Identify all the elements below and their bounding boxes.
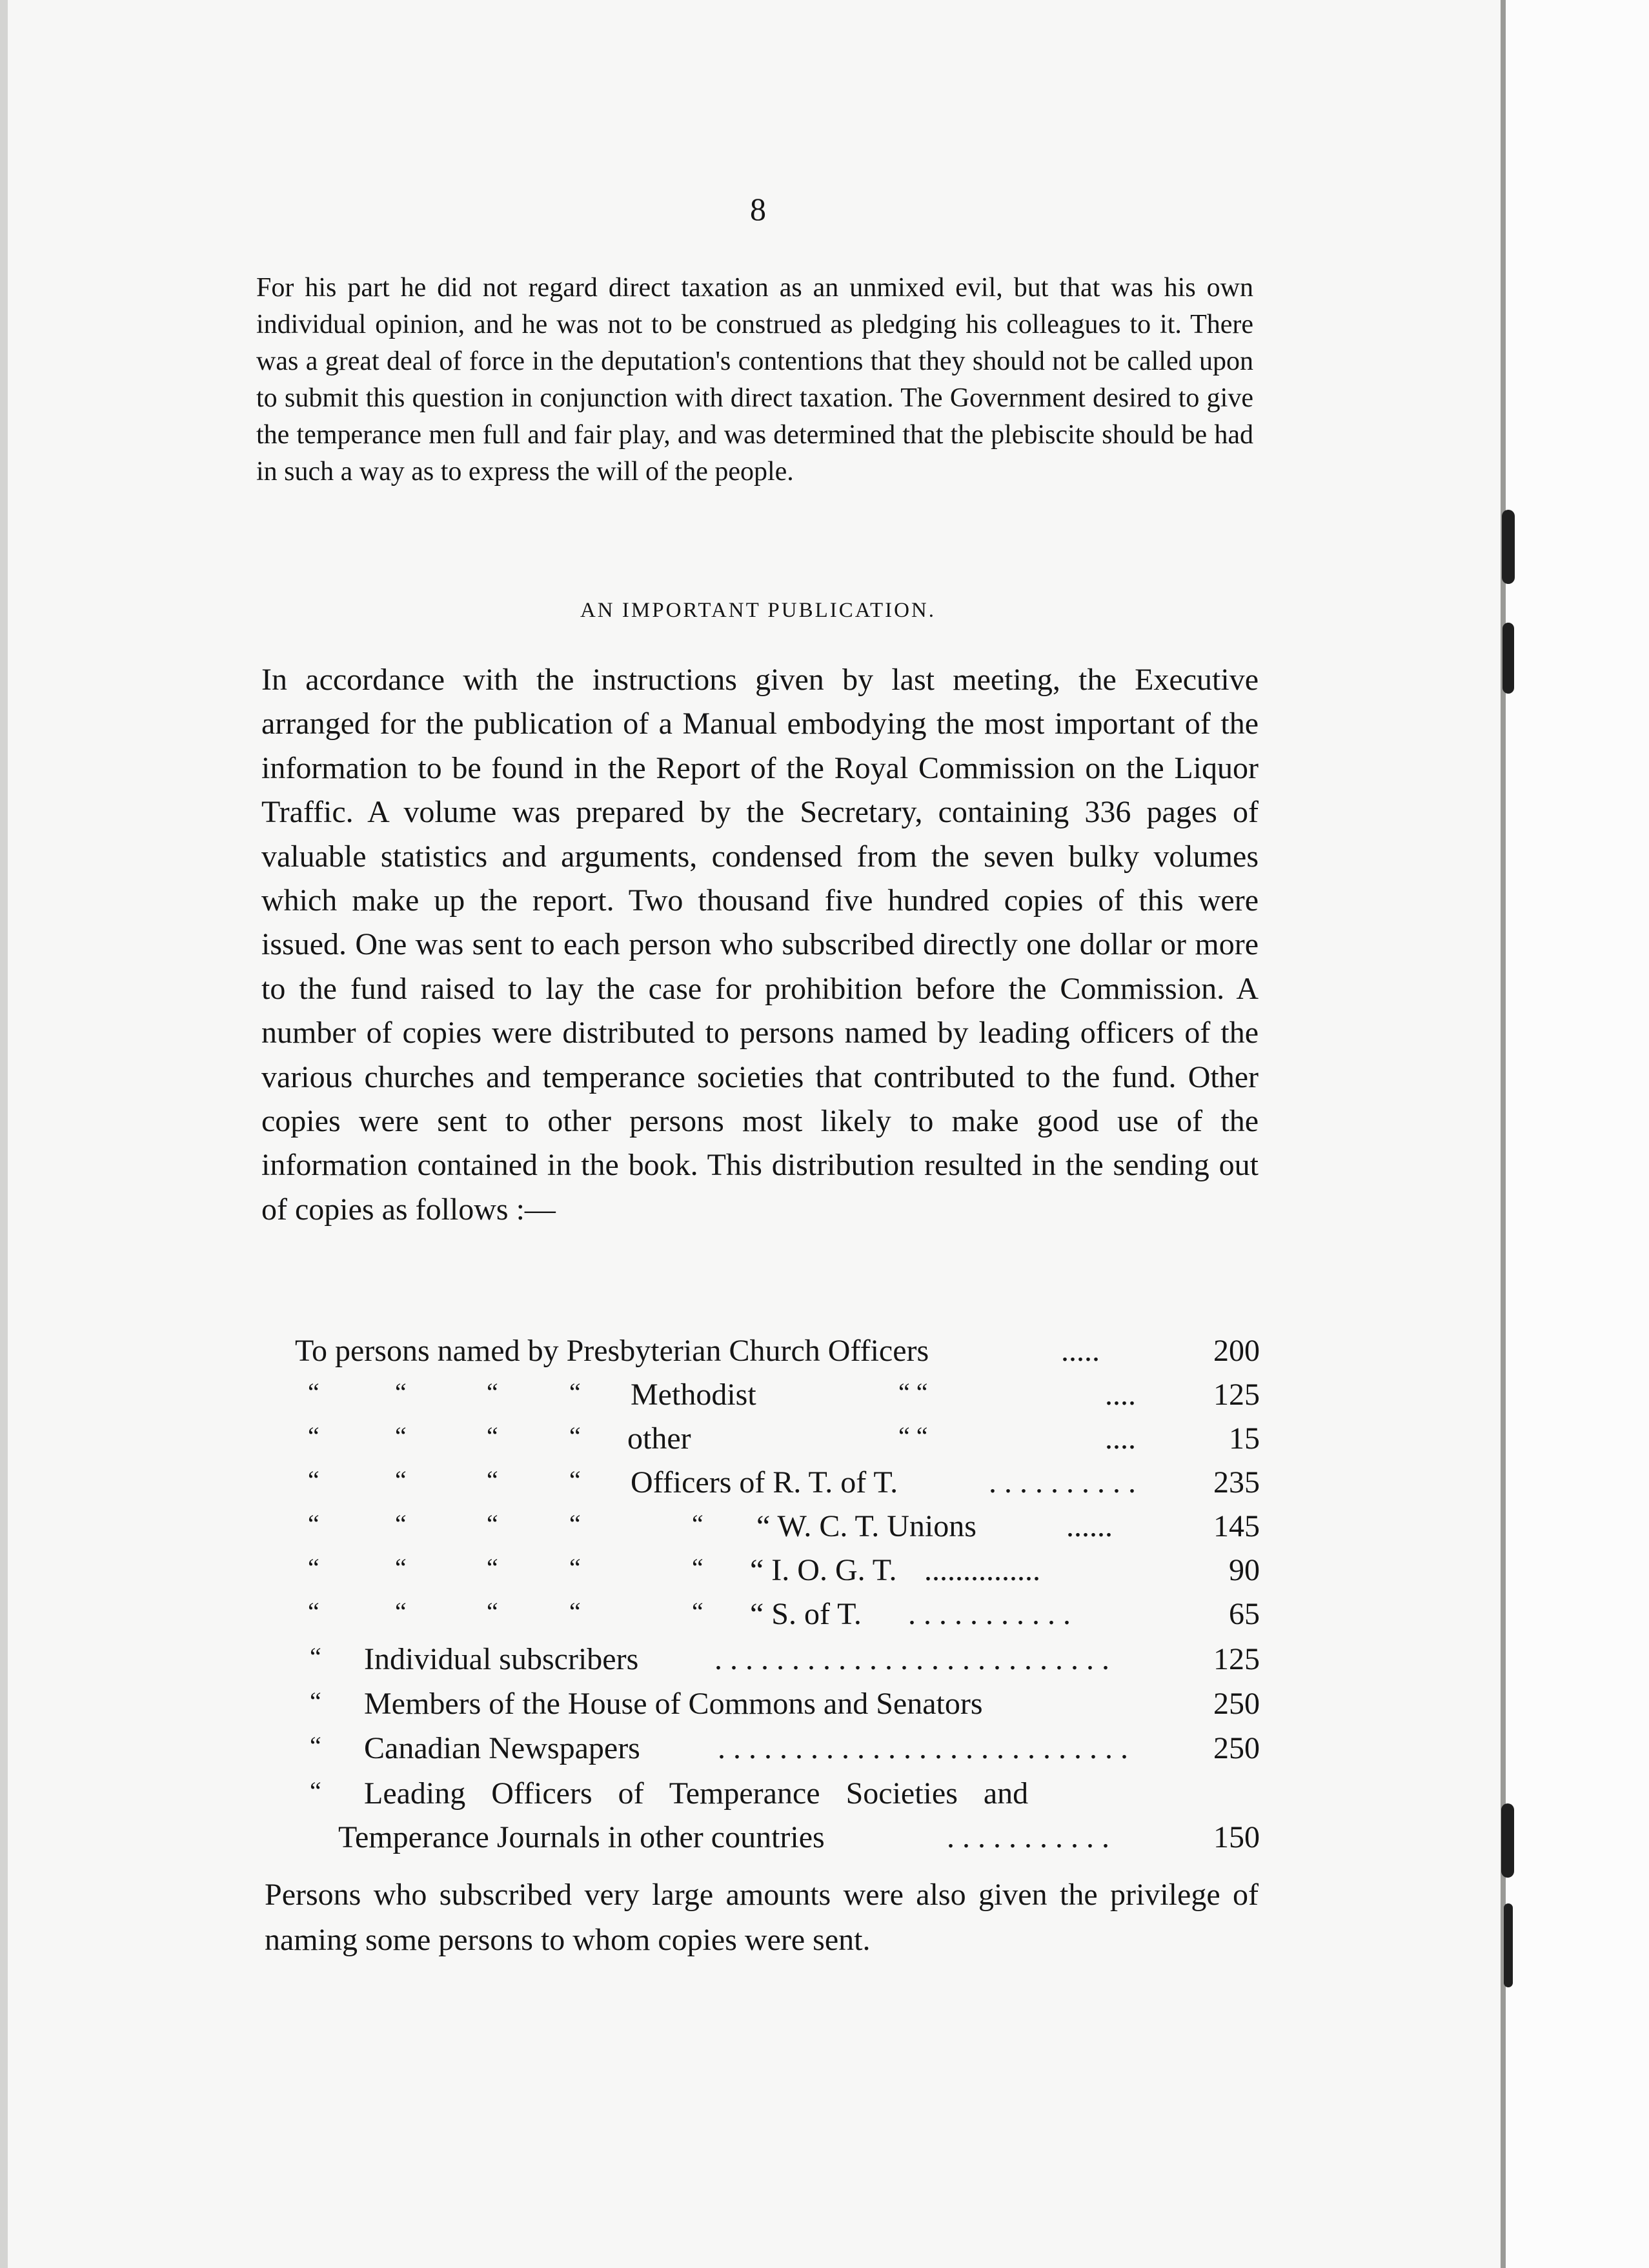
row-leader: . . . . . . . . . .	[989, 1465, 1136, 1500]
row-label: Methodist	[631, 1378, 756, 1412]
ditto-mark: “	[395, 1421, 407, 1450]
ditto-mark: “	[569, 1597, 581, 1626]
row-label: “ I. O. G. T.	[750, 1553, 897, 1587]
row-leader: ....	[1105, 1421, 1136, 1456]
distribution-row	[8, 1641, 1508, 1685]
page-number: 8	[750, 191, 766, 227]
scan-margin	[1506, 0, 1649, 2268]
ditto-mark: “	[310, 1642, 321, 1671]
distribution-row	[8, 1820, 1508, 1863]
paragraph-direct-taxation: For his part he did not regard direct taxation as an unmixed evil, but that was his own individual opinion, and he was not to be construed as pledging his colleagues to it. There was a great deal of force in the deputation's contentions that they should not be called upon to submit this question in conjunction with direct taxation. The Government desired to give the temperance men full and fair play, and was determined that the plebiscite should be had in such a way as to express the will of the people.	[256, 273, 1253, 487]
row-leader: ....	[1105, 1378, 1136, 1412]
row-label: “ W. C. T. Unions	[756, 1509, 976, 1543]
row-value: 65	[1229, 1597, 1260, 1631]
row-label: Officers of R. T. of T.	[631, 1465, 898, 1500]
row-value: 125	[1213, 1378, 1260, 1412]
row-label: Leading Officers of Temperance Societies and	[364, 1776, 1029, 1811]
row-label: Canadian Newspapers	[364, 1731, 640, 1765]
row-label: Members of the House of Commons and Senators	[364, 1687, 983, 1721]
row-value: 235	[1213, 1465, 1260, 1500]
ditto-mark: “	[487, 1509, 498, 1538]
row-label: Individual subscribers	[364, 1642, 639, 1676]
binding-clip-mark	[1502, 510, 1515, 584]
row-leader: . . . . . . . . . . . . . . . . . . . . . . . . . . .	[718, 1731, 1128, 1765]
ditto-mark: “	[395, 1597, 407, 1626]
row-leader: .....	[1061, 1334, 1100, 1368]
ditto-mark: “	[395, 1509, 407, 1538]
distribution-row	[8, 1552, 1508, 1596]
ditto-mark: “	[487, 1465, 498, 1494]
distribution-row	[8, 1596, 1508, 1640]
ditto-mark: “	[569, 1465, 581, 1494]
ditto-mark: “	[310, 1776, 321, 1805]
ditto-mark: “	[569, 1421, 581, 1450]
ditto-mark: “	[487, 1553, 498, 1582]
row-leader: . . . . . . . . . . . . . . . . . . . . . . . . . .	[714, 1642, 1109, 1676]
ditto-mark: “	[569, 1509, 581, 1538]
ditto-mark: “	[308, 1465, 319, 1494]
distribution-row	[8, 1465, 1508, 1509]
distribution-row	[8, 1686, 1508, 1730]
row-value: 145	[1213, 1509, 1260, 1543]
row-leader: ......	[1066, 1509, 1113, 1543]
section-heading: AN IMPORTANT PUBLICATION.	[580, 599, 936, 622]
ditto-mark: “	[308, 1553, 319, 1582]
ditto-mark: “	[308, 1378, 319, 1407]
row-value: 125	[1213, 1642, 1260, 1676]
binding-clip-mark	[1502, 623, 1514, 694]
row-label: other	[627, 1421, 691, 1456]
distribution-row	[8, 1333, 1508, 1377]
row-leader: . . . . . . . . . . .	[908, 1597, 1071, 1631]
ditto-mark: “	[395, 1553, 407, 1582]
row-label: Temperance Journals in other countries	[338, 1820, 825, 1854]
distribution-row	[8, 1421, 1508, 1465]
row-value: 90	[1229, 1553, 1260, 1587]
distribution-row	[8, 1509, 1508, 1552]
ditto-mark: “	[569, 1553, 581, 1582]
binding-clip-mark	[1501, 1803, 1514, 1878]
ditto-mark: “	[310, 1731, 321, 1760]
row-leader: . . . . . . . . . . .	[947, 1820, 1109, 1854]
paragraph-publication: In accordance with the instructions given by last meeting, the Executive arranged for the publication of a Manual embodying the most important of the information to be found in the Report of the Royal Commission on the Liquor Traffic. A volume was prepared by the Secretary, containing 336 pages of valuable statistics and arguments, condensed from the seven bulky volumes which make up the report. Two thousand five hundred copies of this were issued. One was sent to each person who subscribed directly one dollar or more to the fund raised to lay the case for prohibition before the Commission. A number of copies were distributed to persons named by leading officers of the various churches and temperance societies that contributed to the fund. Other copies were sent to other persons most likely to make good use of the information contained in the book. This distribution resulted in the sending out of copies as follows :—	[261, 663, 1259, 1227]
distribution-row	[8, 1377, 1508, 1421]
ditto-mark: “	[308, 1509, 319, 1538]
ditto-mark: “	[395, 1378, 407, 1407]
ditto-mark: “	[395, 1465, 407, 1494]
row-label: “ S. of T.	[750, 1597, 862, 1631]
row-value: 250	[1213, 1687, 1260, 1721]
row-value: 150	[1213, 1820, 1260, 1854]
distribution-row	[8, 1776, 1508, 1820]
ditto-mark: “	[308, 1421, 319, 1450]
row-value: 200	[1213, 1334, 1260, 1368]
row-label: To persons named by Presbyterian Church Officers	[295, 1334, 929, 1368]
ditto-mark: “	[692, 1597, 703, 1626]
ditto-mark: “	[487, 1597, 498, 1626]
paragraph-large-subscribers: Persons who subscribed very large amounts were also given the privilege of naming some persons to whom copies were sent.	[265, 1878, 1259, 1957]
row-leader: ...............	[924, 1553, 1040, 1587]
row-value: 250	[1213, 1731, 1260, 1765]
ditto-mark: “	[692, 1509, 703, 1538]
ditto-marks: “ “	[898, 1421, 928, 1450]
ditto-mark: “	[487, 1378, 498, 1407]
ditto-mark: “	[569, 1378, 581, 1407]
scanned-page	[8, 0, 1508, 2268]
row-value: 15	[1229, 1421, 1260, 1456]
binding-clip-mark	[1504, 1903, 1513, 1987]
ditto-mark: “	[692, 1553, 703, 1582]
distribution-row	[8, 1731, 1508, 1774]
ditto-mark: “	[310, 1687, 321, 1716]
ditto-mark: “	[308, 1597, 319, 1626]
ditto-marks: “ “	[898, 1378, 928, 1407]
ditto-mark: “	[487, 1421, 498, 1450]
